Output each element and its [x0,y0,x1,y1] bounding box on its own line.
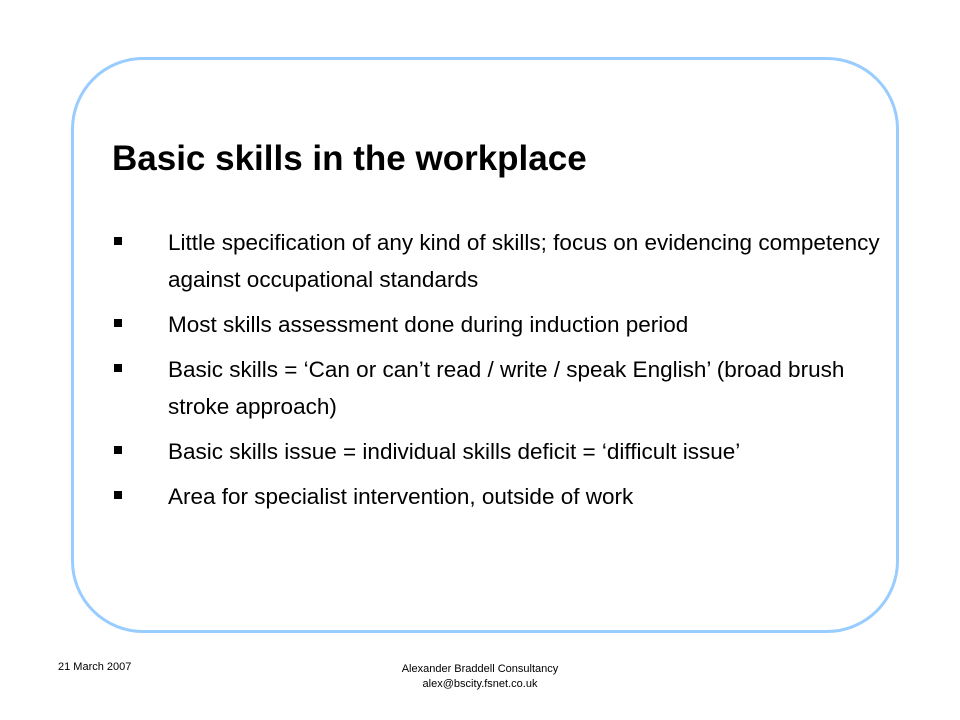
footer-company: Alexander Braddell Consultancy [401,663,559,675]
bullet-text: Basic skills = ‘Can or can’t read / write / speak English’ (broad brush stroke approach) [168,357,845,419]
bullet-item [112,478,882,515]
bullet-item [112,306,882,343]
slide-title: Basic skills in the workplace [112,139,587,178]
bullet-item [112,224,882,298]
square-bullet-icon [114,237,122,245]
footer-credit [330,662,630,692]
bullet-list [112,224,882,523]
square-bullet-icon [114,491,122,499]
square-bullet-icon [114,319,122,327]
bullet-text: Area for specialist intervention, outside of work [168,484,634,509]
square-bullet-icon [114,364,122,372]
bullet-item [112,351,882,425]
square-bullet-icon [114,446,122,454]
bullet-text: Basic skills issue = individual skills deficit = ‘difficult issue’ [168,439,741,464]
bullet-text: Most skills assessment done during induction period [168,312,689,337]
bullet-item [112,433,882,470]
bullet-text: Little specification of any kind of skills; focus on evidencing competency against occupational standards [168,230,880,292]
footer-email: alex@bscity.fsnet.co.uk [422,678,538,690]
footer-date: 21 March 2007 [58,661,132,673]
